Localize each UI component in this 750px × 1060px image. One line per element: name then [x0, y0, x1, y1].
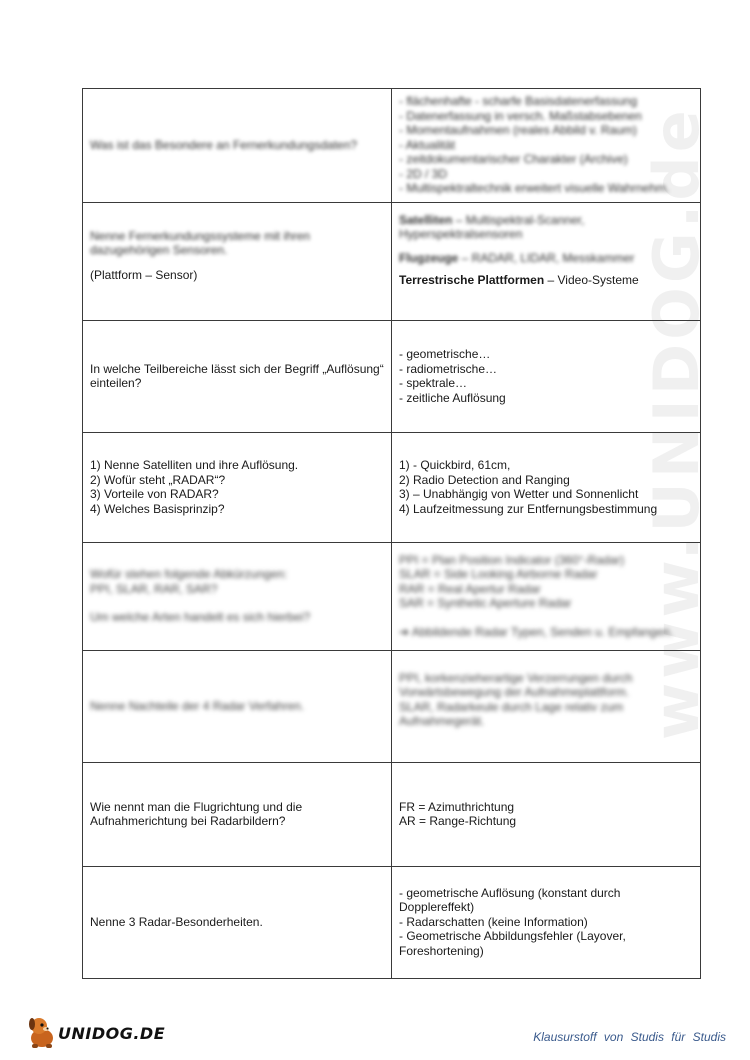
answer-cell — [392, 866, 701, 978]
answer-term: Flugzeuge — [399, 250, 459, 265]
answer-line: - Radarschatten (keine Information) — [399, 914, 588, 929]
answer-line: 4) Laufzeitmessung zur Entfernungsbestimmung — [399, 501, 658, 516]
answer-line: 1) - Quickbird, 61cm, — [399, 458, 511, 472]
answer-line — [399, 273, 693, 288]
answer-line: - zeitliche Auflösung — [399, 390, 506, 405]
answer-line: FR = Azimuthrichtung — [399, 799, 515, 814]
answer-detail: – Video-Systeme — [544, 273, 639, 287]
table-row — [83, 202, 701, 320]
question-line: Wofür stehen folgende Abkürzungen: — [90, 567, 288, 582]
question-text: Nenne Fernerkundungssysteme mit ihren dazugehörigen Sensoren. — [90, 228, 311, 257]
answer-line: PPI = Plan Position Indicator (360°-Radar) — [399, 552, 625, 567]
question-text: Nenne Nachteile der 4 Radar Verfahren. — [90, 698, 305, 713]
answer-line: RAR = Real Apertur Radar — [399, 581, 541, 596]
logo-text: UNIDOG.DE — [58, 1024, 166, 1043]
question-line: 2) Wofür steht „RADAR“? — [90, 472, 226, 487]
question-text: Nenne 3 Radar-Besonderheiten. — [90, 914, 263, 929]
answer-line: PPI, korkenzieherartige Verzerrungen durch — [399, 670, 633, 685]
question-cell — [83, 866, 392, 978]
answer-line: - geometrische Auflösung (konstant durch — [399, 885, 621, 900]
answer-line: - spektrale… — [399, 376, 468, 390]
answer-line: SAR = Synthetic Aperture Radar — [399, 596, 572, 611]
answer-cell — [392, 432, 701, 542]
question-line: Wie nennt man die Flugrichtung und die — [90, 799, 303, 814]
table-row — [83, 650, 701, 762]
question-cell — [83, 542, 392, 650]
answer-line: - Multispektraltechnik erweitert visuelle Wahrnehm. — [399, 181, 670, 195]
answer-cell — [392, 202, 701, 320]
answer-line: - Aktualität — [399, 137, 456, 152]
answer-line: - radiometrische… — [399, 361, 498, 376]
answer-line: Dopplereffekt) — [399, 900, 475, 915]
question-cell — [83, 320, 392, 432]
table-row — [83, 432, 701, 542]
answer-line: ➔ Abbildende Radar Typen, Senden u. Empfangen. — [399, 624, 674, 639]
answer-line: SLAR = Side Looking Airborne Radar — [399, 567, 598, 582]
question-line: 3) Vorteile von RADAR? — [90, 487, 219, 501]
question-line: 4) Welches Basisprinzip? — [90, 501, 225, 516]
answer-line: - Datenerfassung in versch. Maßstabsebenen — [399, 108, 642, 123]
answer-line — [399, 251, 693, 266]
answer-line: Vorwärtsbewegung der Aufnahmeplattform. — [399, 685, 630, 699]
answer-line: Foreshortening) — [399, 943, 484, 958]
answer-line: - flächenhafte - scharfe Basisdatenerfassung — [399, 94, 638, 108]
answer-cell — [392, 762, 701, 866]
question-cell — [83, 762, 392, 866]
answer-line: - Geometrische Abbildungsfehler (Layover, — [399, 929, 626, 944]
answer-line: AR = Range-Richtung — [399, 814, 517, 828]
answer-cell — [392, 542, 701, 650]
answer-detail: – RADAR, LIDAR, Messkammer — [458, 250, 635, 265]
question-line: Aufnahmerichtung bei Radarbildern? — [90, 814, 286, 828]
question-cell — [83, 432, 392, 542]
table-row — [83, 320, 701, 432]
question-cell — [83, 202, 392, 320]
table-row — [83, 762, 701, 866]
answer-line: - geometrische… — [399, 347, 491, 361]
answer-line: Aufnahmegerät. — [399, 714, 485, 728]
question-line: PPI, SLAR, RAR, SAR? — [90, 581, 218, 596]
answer-term: Terrestrische Plattformen — [399, 273, 545, 287]
answer-line: - zeitdokumentarischer Charakter (Archive) — [399, 152, 628, 166]
question-text: Was ist das Besondere an Fernerkundungsdaten? — [90, 138, 358, 152]
unidog-logo — [22, 1012, 202, 1052]
answer-line: - Momentaufnahmen (reales Abbild v. Raum) — [399, 123, 637, 137]
table-row — [83, 542, 701, 650]
answer-line — [399, 213, 693, 242]
table-row — [83, 866, 701, 978]
footer-slogan: Klausurstoff von Studis für Studis — [533, 1030, 726, 1044]
question-cell — [83, 89, 392, 203]
answer-line: SLAR, Radarkeule durch Lage relativ zum — [399, 699, 624, 714]
question-line: 1) Nenne Satelliten und ihre Auflösung. — [90, 458, 299, 472]
watermark: www.UNIDOG.de — [640, 106, 713, 740]
question-line: Um welche Arten handelt es sich hierbei? — [90, 610, 311, 625]
answer-cell — [392, 89, 701, 203]
answer-detail: – Multispektral-Scanner, Hyperspektralsensoren — [399, 212, 585, 241]
flashcard-table — [82, 88, 701, 979]
question-text: In welche Teilbereiche lässt sich der Begriff „Auflösung“ einteilen? — [90, 361, 384, 390]
dog-mascot-icon — [22, 1012, 62, 1052]
question-cell — [83, 650, 392, 762]
question-text: (Plattform – Sensor) — [90, 267, 198, 282]
answer-term: Satelliten — [399, 212, 453, 227]
answer-line: 2) Radio Detection and Ranging — [399, 472, 570, 487]
answer-cell — [392, 320, 701, 432]
answer-line: - 2D / 3D — [399, 166, 448, 181]
answer-line: 3) – Unabhängig von Wetter und Sonnenlicht — [399, 487, 639, 501]
answer-cell — [392, 650, 701, 762]
table-row — [83, 89, 701, 203]
